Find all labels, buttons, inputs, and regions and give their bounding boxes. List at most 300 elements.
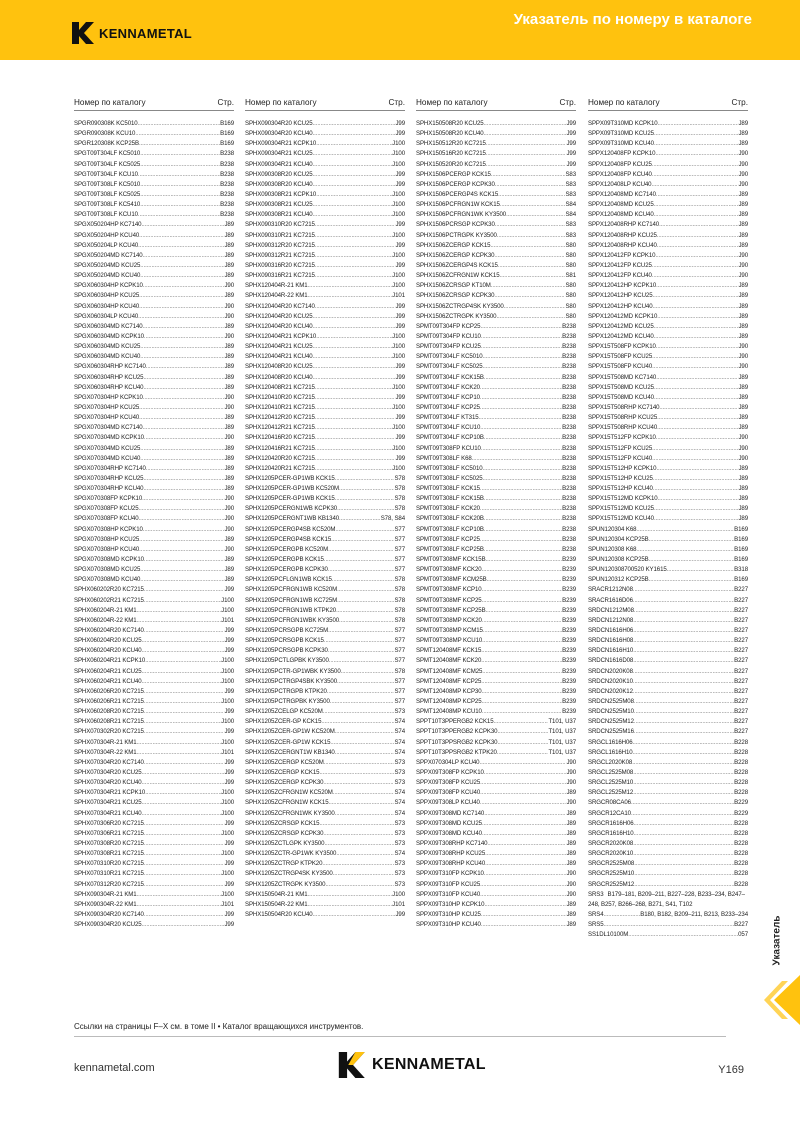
page-reference-link[interactable]: J100 — [392, 211, 405, 219]
page-reference-link[interactable]: J89 — [738, 241, 748, 249]
page-reference-link[interactable]: J99 — [224, 647, 234, 655]
page-reference-link[interactable]: T101, U37 — [548, 748, 576, 756]
page-reference-link[interactable]: J99 — [224, 860, 234, 868]
page-reference-link[interactable]: J90 — [738, 343, 748, 351]
page-reference-link[interactable]: B228 — [734, 850, 748, 858]
page-reference-link[interactable]: J90 — [224, 282, 234, 290]
page-reference-link[interactable]: S74 — [394, 718, 405, 726]
page-reference-link[interactable]: J90 — [566, 890, 576, 898]
page-reference-link[interactable]: B228 — [734, 738, 748, 746]
page-reference-link[interactable]: S78 — [394, 505, 405, 513]
page-reference-link[interactable]: S78, S84 — [380, 515, 405, 523]
page-reference-link[interactable]: J99 — [224, 728, 234, 736]
page-reference-link[interactable]: S83 — [565, 170, 576, 178]
page-reference-link[interactable]: T101, U37 — [548, 728, 576, 736]
page-reference-link[interactable]: J89 — [224, 343, 234, 351]
page-reference-link[interactable]: J89 — [738, 495, 748, 503]
page-reference-link[interactable]: J100 — [392, 464, 405, 472]
page-reference-link[interactable]: J89 — [738, 211, 748, 219]
page-reference-link[interactable]: S78 — [394, 485, 405, 493]
page-reference-link[interactable]: S77 — [394, 647, 405, 655]
page-reference-link[interactable]: J99 — [224, 910, 234, 918]
page-reference-link[interactable]: B169 — [220, 120, 234, 127]
page-reference-link[interactable]: J89 — [738, 312, 748, 320]
page-reference-link[interactable]: S73 — [394, 819, 405, 827]
page-reference-link[interactable]: B227 — [734, 718, 748, 726]
page-reference-link[interactable]: J89 — [566, 839, 576, 847]
page-reference-link[interactable]: 057 — [738, 931, 748, 939]
page-reference-link[interactable]: S80 — [565, 312, 576, 320]
page-reference-link[interactable]: J89 — [566, 900, 576, 908]
page-reference-link[interactable]: T101, U37 — [548, 738, 576, 746]
page-reference-link[interactable]: S73 — [394, 769, 405, 776]
page-reference-link[interactable]: J90 — [738, 180, 748, 188]
page-reference-link[interactable]: J99 — [224, 586, 234, 594]
page-reference-link[interactable]: B228 — [734, 758, 748, 766]
page-reference-link[interactable]: J101 — [221, 748, 234, 756]
page-reference-link[interactable]: J99 — [224, 687, 234, 695]
page-reference-link[interactable]: J100 — [392, 424, 405, 432]
page-reference-link[interactable]: J89 — [738, 505, 748, 513]
page-reference-link[interactable]: J100 — [221, 698, 234, 706]
page-reference-link[interactable]: B239 — [562, 677, 576, 685]
page-reference-link[interactable]: J89 — [224, 556, 234, 564]
page-reference-link[interactable]: B239 — [562, 586, 576, 594]
page-reference-link[interactable]: B228 — [734, 860, 748, 868]
page-reference-link[interactable]: J99 — [395, 261, 405, 269]
page-reference-link[interactable]: J90 — [224, 393, 234, 401]
page-reference-link[interactable]: J100 — [221, 809, 234, 817]
page-reference-link[interactable]: B238 — [562, 434, 576, 442]
page-reference-link[interactable]: J99 — [395, 241, 405, 249]
page-reference-link[interactable]: J90 — [224, 312, 234, 320]
page-reference-link[interactable]: B238 — [220, 150, 234, 158]
page-reference-link[interactable]: B169 — [734, 525, 748, 533]
page-reference-link[interactable]: J89 — [224, 535, 234, 543]
page-reference-link[interactable]: J100 — [392, 201, 405, 209]
page-reference-link[interactable]: J89 — [566, 819, 576, 827]
page-reference-link[interactable]: J99 — [224, 839, 234, 847]
page-reference-link[interactable]: S77 — [394, 525, 405, 533]
page-reference-link[interactable]: J89 — [224, 485, 234, 493]
page-reference-link[interactable]: J99 — [566, 160, 576, 168]
page-reference-link[interactable]: B238 — [562, 495, 576, 503]
page-reference-link[interactable]: J99 — [224, 769, 234, 776]
page-reference-link[interactable]: J100 — [392, 282, 405, 290]
page-reference-link[interactable]: S78 — [394, 616, 405, 624]
page-reference-link[interactable]: J89 — [738, 464, 748, 472]
page-reference-link[interactable]: B238 — [562, 515, 576, 523]
page-reference-link[interactable]: J89 — [738, 474, 748, 482]
page-reference-link[interactable]: S73 — [394, 880, 405, 888]
page-reference-link[interactable]: J90 — [738, 353, 748, 361]
page-reference-link[interactable]: B239 — [562, 566, 576, 574]
page-reference-link[interactable]: S81 — [565, 272, 576, 280]
page-reference-link[interactable]: S74 — [394, 809, 405, 817]
page-reference-link[interactable]: J100 — [392, 140, 405, 148]
page-reference-link[interactable]: B228 — [734, 870, 748, 878]
page-reference-link[interactable]: B227 — [734, 627, 748, 635]
page-reference-link[interactable]: J99 — [395, 120, 405, 127]
page-reference-link[interactable]: J90 — [738, 363, 748, 371]
page-reference-link[interactable]: S77 — [394, 627, 405, 635]
page-reference-link[interactable]: J99 — [395, 312, 405, 320]
page-reference-link[interactable]: J99 — [566, 140, 576, 148]
page-reference-link[interactable]: B227 — [734, 586, 748, 594]
page-reference-link[interactable]: J100 — [221, 667, 234, 675]
page-reference-link[interactable]: J89 — [224, 363, 234, 371]
page-reference-link[interactable]: J99 — [395, 221, 405, 229]
page-reference-link[interactable]: J100 — [221, 677, 234, 685]
page-reference-link[interactable]: J99 — [395, 302, 405, 310]
page-reference-link[interactable]: J99 — [566, 120, 576, 127]
page-reference-link[interactable]: S84 — [565, 201, 576, 209]
page-reference-link[interactable]: B238 — [562, 545, 576, 553]
page-reference-link[interactable]: B227 — [734, 657, 748, 665]
page-reference-link[interactable]: S73 — [394, 758, 405, 766]
page-reference-link[interactable]: J100 — [392, 160, 405, 168]
page-reference-link[interactable]: J100 — [392, 150, 405, 158]
page-reference-link[interactable]: J89 — [738, 282, 748, 290]
page-reference-link[interactable]: J89 — [224, 576, 234, 584]
page-reference-link[interactable]: B228 — [734, 748, 748, 756]
page-reference-link[interactable]: B227 — [734, 667, 748, 675]
page-reference-link[interactable]: J89 — [566, 829, 576, 837]
page-reference-link[interactable]: S78 — [394, 596, 405, 604]
page-reference-link[interactable]: B238 — [562, 454, 576, 462]
page-reference-link[interactable]: B238 — [562, 332, 576, 340]
page-reference-link[interactable]: J99 — [566, 130, 576, 138]
page-reference-link[interactable]: B238 — [562, 535, 576, 543]
page-reference-link[interactable]: J100 — [392, 383, 405, 391]
page-reference-link[interactable]: J99 — [395, 322, 405, 330]
page-reference-link[interactable]: J89 — [224, 424, 234, 432]
page-reference-link[interactable]: B169 — [734, 576, 748, 584]
page-reference-link[interactable]: B227 — [734, 606, 748, 614]
page-reference-link[interactable]: J89 — [738, 414, 748, 422]
page-reference-link[interactable]: J89 — [738, 201, 748, 209]
page-reference-link[interactable]: B169 — [734, 556, 748, 564]
page-reference-link[interactable]: J101 — [221, 616, 234, 624]
page-reference-link[interactable]: J89 — [224, 373, 234, 381]
page-reference-link[interactable]: B238 — [562, 464, 576, 472]
page-reference-link[interactable]: J99 — [224, 627, 234, 635]
page-reference-link[interactable]: S73 — [394, 860, 405, 868]
page-reference-link[interactable]: J89 — [224, 251, 234, 259]
page-reference-link[interactable]: B238 — [562, 444, 576, 452]
page-reference-link[interactable]: B239 — [562, 637, 576, 645]
page-reference-link[interactable]: B238 — [562, 403, 576, 411]
page-reference-link[interactable]: J99 — [395, 393, 405, 401]
page-reference-link[interactable]: S74 — [394, 728, 405, 736]
page-reference-link[interactable]: J89 — [566, 809, 576, 817]
page-reference-link[interactable]: B227 — [734, 698, 748, 706]
page-reference-link[interactable]: J100 — [221, 890, 234, 898]
page-reference-link[interactable]: S73 — [394, 708, 405, 716]
page-reference-link[interactable]: S80 — [565, 241, 576, 249]
page-reference-link[interactable]: J90 — [738, 160, 748, 168]
page-reference-link[interactable]: J89 — [738, 140, 748, 148]
page-reference-link[interactable]: B179–181, B209–211, B227–228, B233–234, B247–248, B257, B266–268, B271, S41, T102 — [588, 890, 745, 908]
page-reference-link[interactable]: B239 — [562, 606, 576, 614]
page-reference-link[interactable]: S73 — [394, 779, 405, 787]
page-reference-link[interactable]: B238 — [562, 373, 576, 381]
page-reference-link[interactable]: S73 — [394, 829, 405, 837]
page-reference-link[interactable]: B238 — [220, 160, 234, 168]
page-reference-link[interactable]: J100 — [392, 251, 405, 259]
page-reference-link[interactable]: S77 — [394, 677, 405, 685]
page-reference-link[interactable]: B239 — [562, 596, 576, 604]
page-reference-link[interactable]: S83 — [565, 231, 576, 239]
page-reference-link[interactable]: B227 — [734, 708, 748, 716]
page-reference-link[interactable]: B238 — [562, 353, 576, 361]
page-reference-link[interactable]: J89 — [738, 332, 748, 340]
page-reference-link[interactable]: J89 — [224, 221, 234, 229]
page-reference-link[interactable]: B239 — [562, 556, 576, 564]
page-reference-link[interactable]: S84 — [565, 211, 576, 219]
page-reference-link[interactable]: J89 — [738, 403, 748, 411]
page-reference-link[interactable]: B228 — [734, 829, 748, 837]
page-reference-link[interactable]: S78 — [394, 586, 405, 594]
page-reference-link[interactable]: J101 — [221, 900, 234, 908]
page-reference-link[interactable]: J100 — [392, 353, 405, 361]
page-reference-link[interactable]: J99 — [395, 434, 405, 442]
page-reference-link[interactable]: B227 — [734, 596, 748, 604]
page-reference-link[interactable]: B238 — [562, 322, 576, 330]
page-reference-link[interactable]: B169 — [734, 545, 748, 553]
page-reference-link[interactable]: J99 — [395, 454, 405, 462]
page-reference-link[interactable]: J99 — [395, 414, 405, 422]
page-reference-link[interactable]: J90 — [566, 799, 576, 807]
page-reference-link[interactable]: S74 — [394, 789, 405, 797]
page-reference-link[interactable]: S78 — [394, 576, 405, 584]
page-reference-link[interactable]: B239 — [562, 576, 576, 584]
page-reference-link[interactable]: J99 — [224, 921, 234, 929]
page-reference-link[interactable]: J99 — [395, 363, 405, 371]
page-reference-link[interactable]: S77 — [394, 535, 405, 543]
page-reference-link[interactable]: B228 — [734, 839, 748, 847]
page-reference-link[interactable]: B239 — [562, 627, 576, 635]
page-reference-link[interactable]: B169 — [220, 130, 234, 138]
page-reference-link[interactable]: J90 — [566, 779, 576, 787]
page-reference-link[interactable]: B238 — [562, 424, 576, 432]
page-reference-link[interactable]: B239 — [562, 647, 576, 655]
page-reference-link[interactable]: J90 — [224, 545, 234, 553]
page-reference-link[interactable]: J89 — [224, 414, 234, 422]
page-reference-link[interactable]: J99 — [395, 170, 405, 178]
page-reference-link[interactable]: J90 — [738, 444, 748, 452]
page-reference-link[interactable]: B227 — [734, 616, 748, 624]
page-reference-link[interactable]: J100 — [221, 789, 234, 797]
page-reference-link[interactable]: B239 — [562, 708, 576, 716]
page-reference-link[interactable]: B238 — [562, 525, 576, 533]
page-reference-link[interactable]: J99 — [395, 373, 405, 381]
page-reference-link[interactable]: J89 — [738, 424, 748, 432]
page-reference-link[interactable]: B239 — [562, 667, 576, 675]
page-reference-link[interactable]: B238 — [220, 180, 234, 188]
page-reference-link[interactable]: J89 — [224, 474, 234, 482]
page-reference-link[interactable]: S77 — [394, 698, 405, 706]
page-reference-link[interactable]: B238 — [220, 211, 234, 219]
side-tab[interactable] — [766, 905, 788, 975]
page-reference-link[interactable]: B227 — [734, 728, 748, 736]
page-reference-link[interactable]: J100 — [392, 403, 405, 411]
page-reference-link[interactable]: T101, U37 — [548, 718, 576, 726]
page-reference-link[interactable]: B229 — [734, 799, 748, 807]
page-reference-link[interactable]: B227 — [734, 687, 748, 695]
page-reference-link[interactable]: J100 — [392, 444, 405, 452]
page-reference-link[interactable]: J90 — [224, 302, 234, 310]
page-reference-link[interactable]: B169 — [734, 535, 748, 543]
page-reference-link[interactable]: J100 — [392, 190, 405, 198]
page-reference-link[interactable]: S77 — [394, 657, 405, 665]
page-reference-link[interactable]: S77 — [394, 556, 405, 564]
page-reference-link[interactable]: B238 — [562, 485, 576, 493]
page-reference-link[interactable]: J90 — [566, 880, 576, 888]
page-reference-link[interactable]: J89 — [566, 860, 576, 868]
page-reference-link[interactable]: J100 — [221, 850, 234, 858]
page-reference-link[interactable]: S83 — [565, 180, 576, 188]
page-reference-link[interactable]: J90 — [738, 454, 748, 462]
page-reference-link[interactable]: J99 — [224, 880, 234, 888]
page-reference-link[interactable]: B228 — [734, 880, 748, 888]
page-reference-link[interactable]: S73 — [394, 870, 405, 878]
page-reference-link[interactable]: J100 — [221, 718, 234, 726]
page-reference-link[interactable]: J89 — [738, 130, 748, 138]
page-reference-link[interactable]: S78 — [394, 474, 405, 482]
page-reference-link[interactable]: J100 — [392, 272, 405, 280]
page-reference-link[interactable]: S77 — [394, 566, 405, 574]
page-reference-link[interactable]: J90 — [738, 170, 748, 178]
page-reference-link[interactable]: B318 — [734, 566, 748, 574]
page-reference-link[interactable]: J90 — [224, 525, 234, 533]
page-reference-link[interactable]: B238 — [220, 201, 234, 209]
page-reference-link[interactable]: J89 — [224, 241, 234, 249]
page-reference-link[interactable]: J99 — [395, 910, 405, 918]
page-reference-link[interactable]: J100 — [221, 657, 234, 665]
page-reference-link[interactable]: B228 — [734, 779, 748, 787]
page-reference-link[interactable]: J100 — [392, 231, 405, 239]
page-reference-link[interactable]: B169 — [220, 140, 234, 148]
page-reference-link[interactable]: B238 — [562, 414, 576, 422]
page-reference-link[interactable]: S74 — [394, 748, 405, 756]
page-reference-link[interactable]: J99 — [224, 779, 234, 787]
page-reference-link[interactable]: J100 — [221, 829, 234, 837]
page-reference-link[interactable]: S80 — [565, 302, 576, 310]
page-reference-link[interactable]: S74 — [394, 738, 405, 746]
page-reference-link[interactable]: J90 — [224, 505, 234, 513]
page-reference-link[interactable]: J90 — [224, 495, 234, 503]
page-reference-link[interactable]: J89 — [738, 120, 748, 127]
page-reference-link[interactable]: S77 — [394, 637, 405, 645]
page-reference-link[interactable]: J89 — [224, 454, 234, 462]
page-reference-link[interactable]: S78 — [394, 606, 405, 614]
page-reference-link[interactable]: J89 — [738, 190, 748, 198]
page-reference-link[interactable]: J101 — [392, 900, 405, 908]
page-reference-link[interactable]: J89 — [224, 444, 234, 452]
page-reference-link[interactable]: J90 — [566, 769, 576, 776]
page-reference-link[interactable]: S80 — [565, 251, 576, 259]
page-reference-link[interactable]: J100 — [221, 596, 234, 604]
page-reference-link[interactable]: J100 — [221, 799, 234, 807]
page-reference-link[interactable]: J90 — [738, 272, 748, 280]
page-reference-link[interactable]: J100 — [392, 343, 405, 351]
page-reference-link[interactable]: J90 — [738, 261, 748, 269]
page-reference-link[interactable]: J99 — [224, 637, 234, 645]
page-reference-link[interactable]: J89 — [224, 231, 234, 239]
page-reference-link[interactable]: S74 — [394, 850, 405, 858]
page-reference-link[interactable]: J89 — [224, 383, 234, 391]
page-reference-link[interactable]: J100 — [221, 870, 234, 878]
page-reference-link[interactable]: B238 — [562, 383, 576, 391]
page-reference-link[interactable]: S80 — [565, 282, 576, 290]
page-reference-link[interactable]: J90 — [738, 150, 748, 158]
page-reference-link[interactable]: J89 — [738, 485, 748, 493]
page-reference-link[interactable]: B228 — [734, 819, 748, 827]
page-reference-link[interactable]: J90 — [224, 515, 234, 523]
page-reference-link[interactable]: B238 — [562, 363, 576, 371]
page-reference-link[interactable]: J90 — [224, 332, 234, 340]
page-reference-link[interactable]: J99 — [566, 150, 576, 158]
page-reference-link[interactable]: S83 — [565, 190, 576, 198]
page-reference-link[interactable]: B238 — [562, 393, 576, 401]
page-reference-link[interactable]: J99 — [224, 708, 234, 716]
page-reference-link[interactable]: B227 — [734, 637, 748, 645]
page-reference-link[interactable]: B238 — [562, 474, 576, 482]
page-reference-link[interactable]: B239 — [562, 657, 576, 665]
page-reference-link[interactable]: J89 — [224, 566, 234, 574]
page-reference-link[interactable]: J89 — [566, 789, 576, 797]
page-reference-link[interactable]: J101 — [392, 292, 405, 300]
page-reference-link[interactable]: J89 — [224, 272, 234, 280]
page-reference-link[interactable]: J90 — [566, 870, 576, 878]
page-reference-link[interactable]: J90 — [224, 434, 234, 442]
page-reference-link[interactable]: B228 — [734, 769, 748, 776]
page-reference-link[interactable]: B239 — [562, 698, 576, 706]
page-reference-link[interactable]: J99 — [395, 130, 405, 138]
page-reference-link[interactable]: S74 — [394, 799, 405, 807]
page-reference-link[interactable]: J89 — [738, 373, 748, 381]
page-reference-link[interactable]: J89 — [224, 292, 234, 300]
page-reference-link[interactable]: J90 — [738, 251, 748, 259]
page-reference-link[interactable]: J100 — [392, 890, 405, 898]
page-reference-link[interactable]: J89 — [224, 322, 234, 330]
page-reference-link[interactable]: J90 — [224, 403, 234, 411]
page-reference-link[interactable]: J89 — [224, 261, 234, 269]
page-reference-link[interactable]: B238 — [562, 505, 576, 513]
page-reference-link[interactable]: B238 — [220, 170, 234, 178]
page-reference-link[interactable]: B239 — [562, 687, 576, 695]
page-reference-link[interactable]: B227 — [734, 647, 748, 655]
page-reference-link[interactable]: J89 — [566, 921, 576, 929]
page-reference-link[interactable]: S83 — [565, 221, 576, 229]
page-reference-link[interactable]: J90 — [566, 758, 576, 766]
page-reference-link[interactable]: J89 — [738, 393, 748, 401]
page-reference-link[interactable]: J89 — [738, 383, 748, 391]
page-reference-link[interactable]: B228 — [734, 789, 748, 797]
footer-url-link[interactable]: kennametal.com — [74, 1062, 155, 1074]
page-reference-link[interactable]: J89 — [738, 231, 748, 239]
page-reference-link[interactable]: J100 — [221, 738, 234, 746]
page-reference-link[interactable]: J89 — [738, 302, 748, 310]
page-reference-link[interactable]: B229 — [734, 809, 748, 817]
page-reference-link[interactable]: J100 — [392, 332, 405, 340]
page-reference-link[interactable]: J89 — [738, 221, 748, 229]
page-reference-link[interactable]: S80 — [565, 292, 576, 300]
page-reference-link[interactable]: S77 — [394, 545, 405, 553]
page-reference-link[interactable]: S77 — [394, 687, 405, 695]
page-reference-link[interactable]: J90 — [738, 434, 748, 442]
